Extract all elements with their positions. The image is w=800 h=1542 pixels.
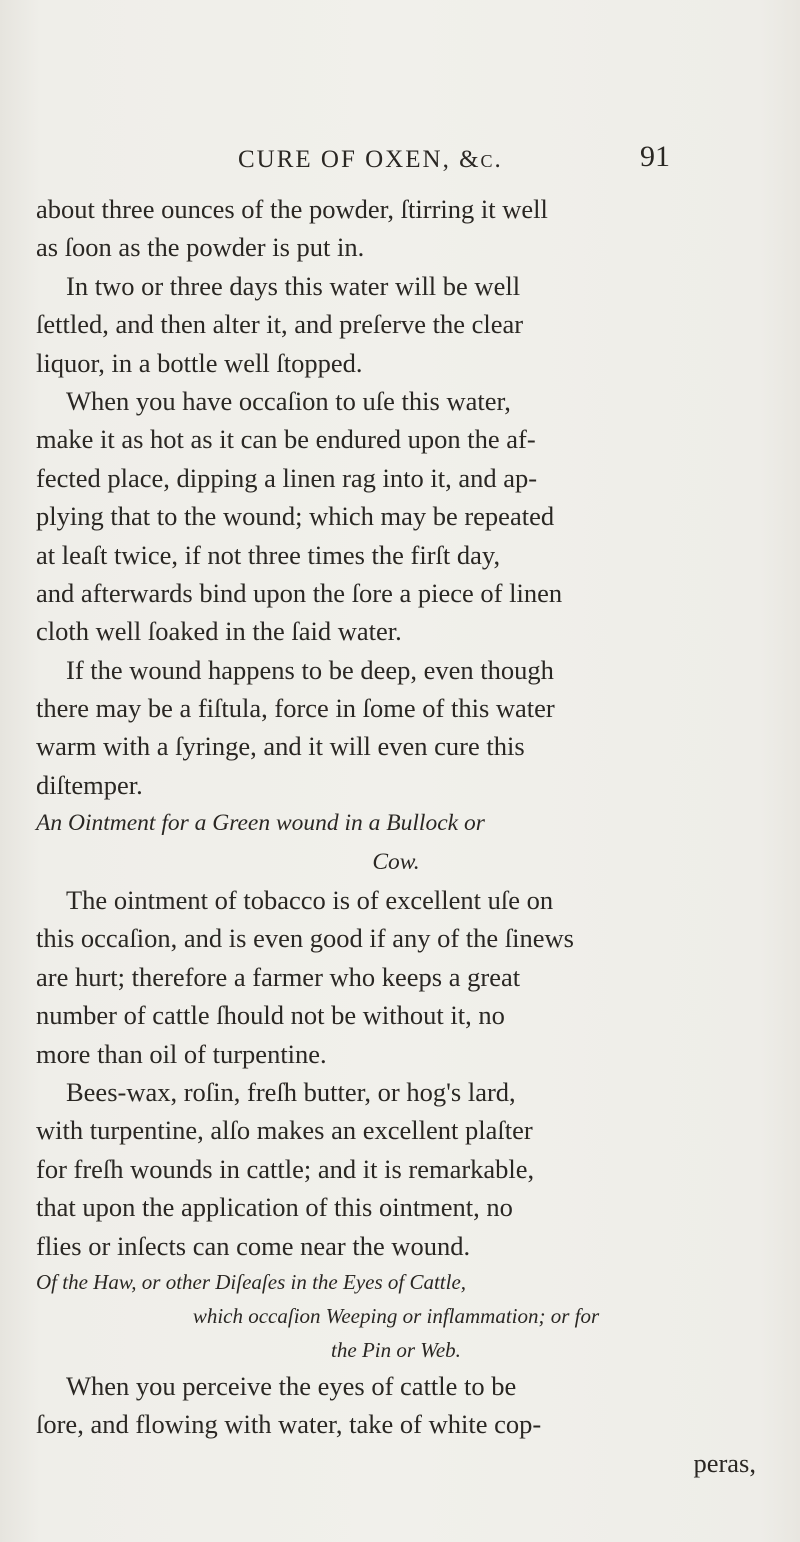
body-text — [36, 190, 756, 1482]
page-header — [238, 140, 670, 180]
text-line: Bees-wax, roſin, freſh butter, or hog's lard, — [66, 1076, 516, 1107]
running-head: CURE OF OXEN, &c. — [238, 146, 503, 173]
text-line: If the wound happens to be deep, even though — [66, 654, 554, 685]
catchword: peras, — [693, 1447, 756, 1478]
text-line: at leaſt twice, if not three times the firſt day, — [36, 539, 501, 570]
text-line: diſtemper. — [36, 769, 143, 800]
text-line: more than oil of turpentine. — [36, 1038, 327, 1069]
text-line: with turpentine, alſo makes an excellent plaſter — [36, 1115, 533, 1146]
text-line: ſore, and flowing with water, take of white cop- — [36, 1409, 542, 1440]
section-heading: which occaſion Weeping or inflammation; or for — [192, 1303, 600, 1328]
page-number: 91 — [640, 140, 670, 173]
text-line: that upon the application of this ointment, no — [36, 1192, 513, 1223]
section-heading: Cow. — [372, 848, 420, 875]
text-line: number of cattle ſhould not be without it, no — [36, 1000, 505, 1031]
text-line: and afterwards bind upon the ſore a piece of linen — [36, 577, 563, 608]
section-heading: Of the Haw, or other Diſeaſes in the Eyes of Cattle, — [36, 1269, 467, 1294]
text-line: as ſoon as the powder is put in. — [36, 232, 365, 263]
text-line: for freſh wounds in cattle; and it is remarkable, — [36, 1153, 535, 1184]
section-heading: An Ointment for a Green wound in a Bullock or — [36, 810, 485, 837]
text-line: When you perceive the eyes of cattle to be — [66, 1370, 517, 1401]
text-line: cloth well ſoaked in the ſaid water. — [36, 616, 402, 647]
text-line: about three ounces of the powder, ſtirring it well — [36, 194, 548, 224]
text-line: ſettled, and then alter it, and preſerve the clear — [36, 309, 524, 340]
text-line: liquor, in a bottle well ſtopped. — [36, 347, 363, 378]
text-line: there may be a fiſtula, force in ſome of this water — [36, 693, 555, 724]
text-line: warm with a ſyringe, and it will even cure this — [36, 731, 525, 762]
text-line: are hurt; therefore a farmer who keeps a great — [36, 961, 521, 992]
text-line: In two or three days this water will be well — [66, 270, 521, 301]
text-line: flies or inſects can come near the wound. — [36, 1230, 471, 1261]
text-line: fected place, dipping a linen rag into it, and ap- — [36, 462, 538, 493]
text-line: plying that to the wound; which may be repeated — [36, 501, 555, 532]
text-line: make it as hot as it can be endured upon the af- — [36, 424, 536, 455]
text-line: The ointment of tobacco is of excellent uſe on — [66, 885, 554, 916]
section-heading: the Pin or Web. — [331, 1337, 461, 1362]
text-line: When you have occaſion to uſe this water, — [66, 385, 511, 416]
text-line: this occaſion, and is even good if any of the ſinews — [36, 923, 574, 954]
